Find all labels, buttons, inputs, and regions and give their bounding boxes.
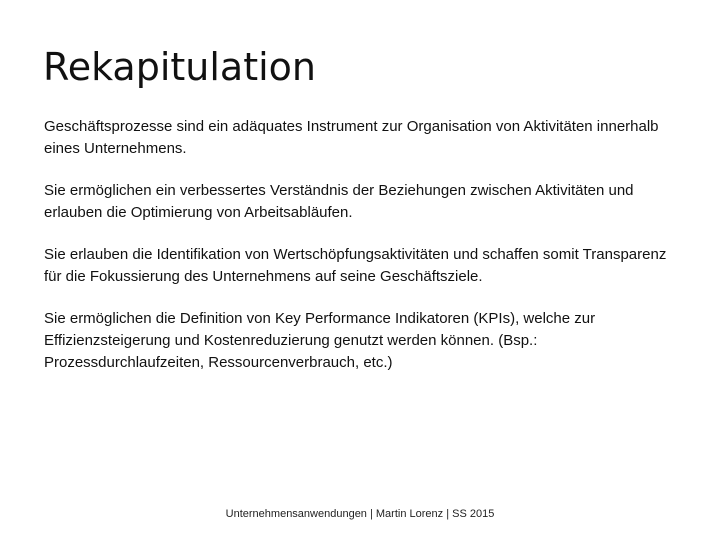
slide-title: Rekapitulation	[43, 45, 316, 89]
slide-footer: Unternehmensanwendungen | Martin Lorenz | SS 2015	[225, 508, 495, 520]
paragraph-kpis: Sie ermöglichen die Definition von Key Performance Indikatoren (KPIs), welche zur Effizienzsteigerung und Kostenreduzierung genutzt werden können. (Bsp.: Prozessdurchlaufzeiten, Ressourcenverbrauch, etc.)	[44, 310, 596, 371]
slide-body	[44, 116, 684, 394]
paragraph-understanding: Sie ermöglichen ein verbessertes Verständnis der Beziehungen zwischen Aktivitäten und erlauben die Optimierung von Arbeitsabläufen.	[44, 182, 634, 221]
paragraph-value-creation: Sie erlauben die Identifikation von Wertschöpfungsaktivitäten und schaffen somit Transparenz für die Fokussierung des Unternehmens auf seine Geschäftsziele.	[44, 246, 667, 285]
paragraph-business-processes: Geschäftsprozesse sind ein adäquates Instrument zur Organisation von Aktivitäten innerhalb eines Unternehmens.	[44, 118, 659, 157]
